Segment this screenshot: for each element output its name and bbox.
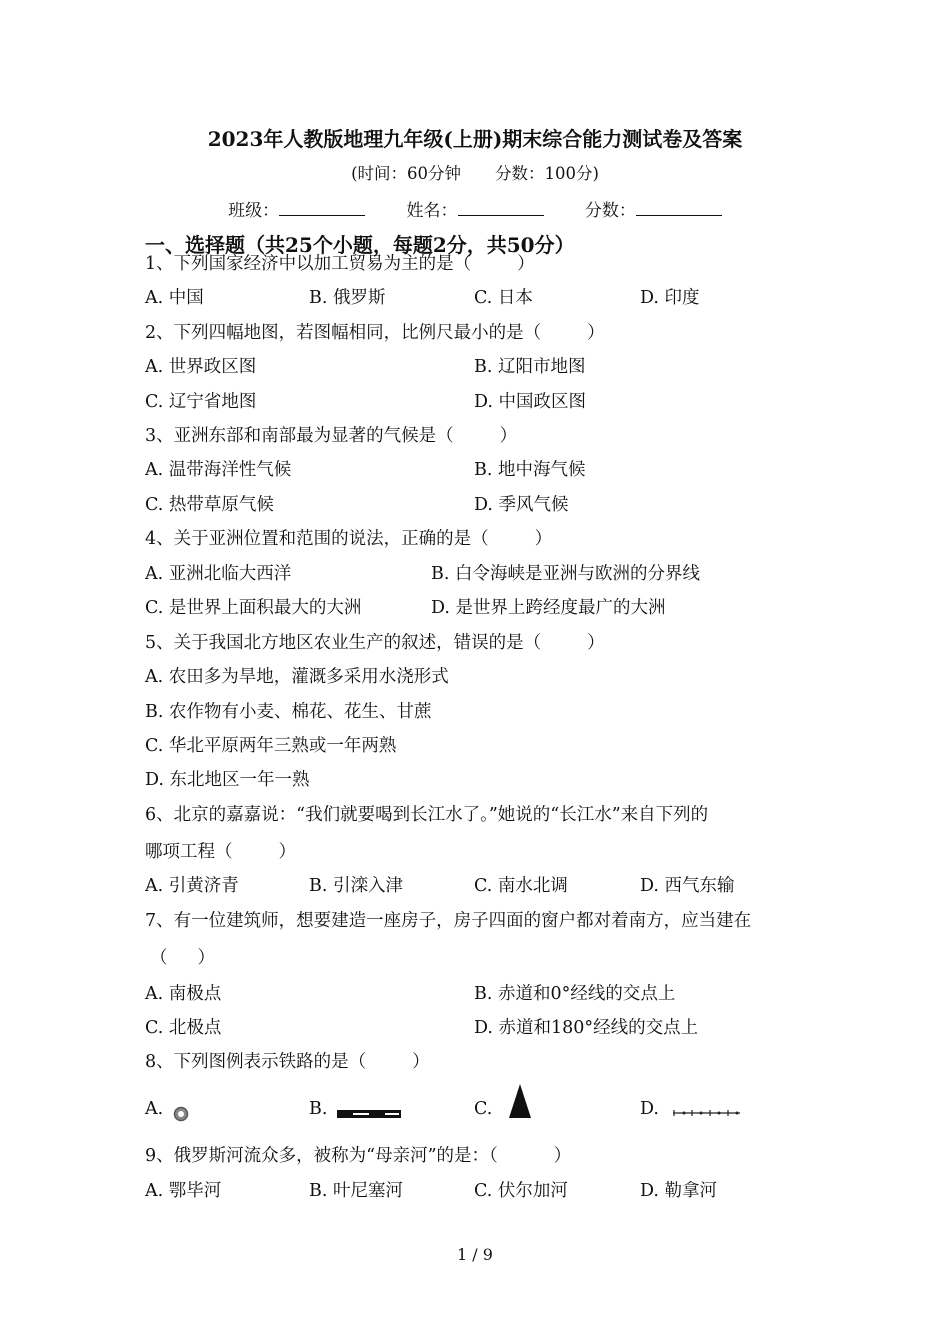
option-d: D. [640,1099,659,1119]
student-info [0,196,950,221]
section-heading: 一、选择题（共25个小题，每题2分，共50分） [145,233,575,257]
option-c: C. 北极点 [145,1018,222,1038]
option-b: B. 辽阳市地图 [474,357,586,377]
option-b: B. 引滦入津 [309,876,403,896]
question-stem-cont: 哪项工程（ ） [145,842,296,862]
time-limit: (时间：60分钟 [351,164,461,183]
option-d: D. 是世界上跨经度最广的大洲 [431,598,666,618]
total-score: 分数：100分) [495,164,599,183]
question-stem-cont: （ ） [150,948,215,968]
question-stem: 6、北京的嘉嘉说：“我们就要喝到长江水了。”她说的“长江水”来自下列的 [145,805,709,825]
option-d: D. 赤道和180°经线的交点上 [474,1018,699,1038]
question-stem: 7、有一位建筑师，想要建造一座房子，房子四面的窗户都对着南方，应当建在 [145,911,752,931]
option-a: A. 鄂毕河 [145,1181,222,1201]
option-b: B. 赤道和0°经线的交点上 [474,984,676,1004]
option-d: D. 季风气候 [474,495,569,515]
option-a: A. 温带海洋性气候 [145,460,292,480]
name-blank[interactable] [458,201,544,216]
question-stem: 9、俄罗斯河流众多，被称为“母亲河”的是：（ ） [145,1146,572,1166]
option-c: C. 伏尔加河 [474,1181,568,1201]
question-stem: 4、关于亚洲位置和范围的说法，正确的是（ ） [145,529,553,549]
option-d: D. 中国政区图 [474,392,587,412]
railway-symbol-icon [337,1109,401,1119]
option-c: C. 是世界上面积最大的大洲 [145,598,362,618]
option-a: A. 南极点 [145,984,222,1004]
boundary-symbol-icon [672,1108,742,1118]
ring-symbol-icon [172,1105,190,1123]
option-a: A. 中国 [145,288,204,308]
class-label: 班级： [228,201,280,221]
question-stem: 3、亚洲东部和南部最为显著的气候是（ ） [145,426,518,446]
score-blank[interactable] [636,201,722,216]
option-d: D. 西气东输 [640,876,735,896]
class-blank[interactable] [279,201,365,216]
option-c: C. 日本 [474,288,533,308]
option-a: A. 亚洲北临大西洋 [145,564,292,584]
name-label: 姓名： [406,201,458,221]
option-c: C. 辽宁省地图 [145,392,257,412]
option-d: D. 印度 [640,288,700,308]
option-d: D. 勒拿河 [640,1181,718,1201]
option-a: A. 农田多为旱地，灌溉多采用水浇形式 [145,667,449,687]
exam-meta [0,160,950,184]
option-b: B. [309,1099,328,1119]
option-b: B. 农作物有小麦、棉花、花生、甘蔗 [145,702,432,722]
option-c: C. 华北平原两年三熟或一年两熟 [145,736,397,756]
score-label: 分数： [584,201,636,221]
question-stem: 8、下列图例表示铁路的是（ ） [145,1052,430,1072]
option-a: A. 世界政区图 [145,357,257,377]
page-number: 1 / 9 [457,1245,493,1264]
page-title: 2023年人教版地理九年级(上册)期末综合能力测试卷及答案 [207,127,743,151]
option-a: A. 引黄济青 [145,876,239,896]
option-b: B. 俄罗斯 [309,288,386,308]
question-stem: 2、下列四幅地图，若图幅相同，比例尺最小的是（ ） [145,323,605,343]
question-stem: 5、关于我国北方地区农业生产的叙述，错误的是（ ） [145,633,605,653]
question-stem: 1、下列国家经济中以加工贸易为主的是（ ） [145,254,535,274]
option-d: D. 东北地区一年一熟 [145,770,310,790]
option-c: C. [474,1099,493,1119]
option-b: B. 叶尼塞河 [309,1181,403,1201]
option-c: C. 热带草原气候 [145,495,274,515]
option-b: B. 白令海峡是亚洲与欧洲的分界线 [431,564,700,584]
option-c: C. 南水北调 [474,876,568,896]
option-b: B. 地中海气候 [474,460,586,480]
option-a: A. [145,1099,164,1119]
peak-symbol-icon [506,1083,534,1119]
